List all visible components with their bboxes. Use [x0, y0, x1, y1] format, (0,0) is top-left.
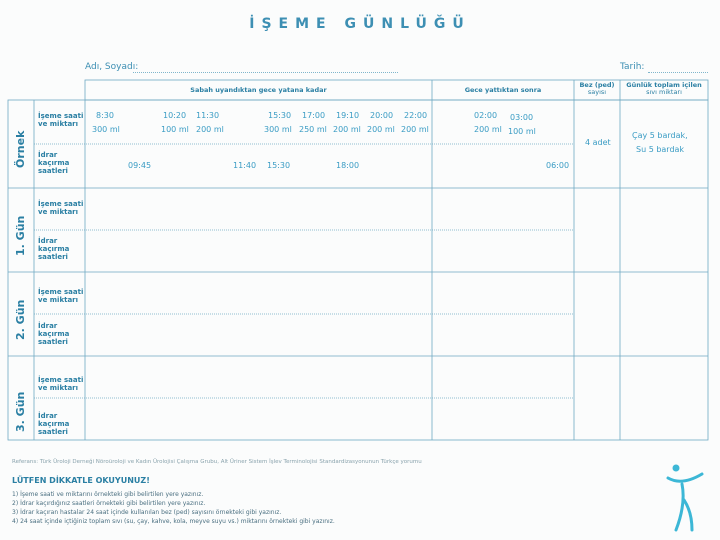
- row-label-void-line1: İşeme saati: [38, 376, 84, 384]
- row-label-leak-line1: İdrar: [38, 322, 58, 330]
- header-fluid: [620, 82, 708, 96]
- row-label-void-line1: İşeme saati: [38, 200, 84, 208]
- page-title: İŞEME GÜNLÜĞÜ: [249, 16, 471, 32]
- example-night-time: 02:00: [474, 111, 498, 120]
- header-pad-line2: sayısı: [587, 88, 607, 96]
- example-fluid-line1: Çay 5 bardak,: [632, 131, 688, 140]
- example-void-time: 11:30: [196, 111, 220, 120]
- row-label-leak: [38, 151, 69, 175]
- example-leak-time: 09:45: [128, 161, 152, 170]
- example-night-amount: 200 ml: [474, 125, 502, 134]
- note-item: 4) 24 saat içinde içtiğiniz toplam sıvı (su, çay, kahve, kola, meyve suyu vs.) miktarını örnekteki gibi yazınız.: [12, 518, 335, 525]
- example-void-amount: 200 ml: [367, 125, 395, 134]
- example-void-amount: 200 ml: [401, 125, 429, 134]
- day-label-3: 3. Gün: [14, 391, 27, 432]
- example-void-amount: 250 ml: [299, 125, 327, 134]
- row-label-leak-line2: kaçırma: [38, 159, 70, 167]
- row-label-leak-line3: saatleri: [38, 167, 68, 175]
- row-label-leak-line3: saatleri: [38, 428, 68, 436]
- note-item: 2) İdrar kaçırdığınız saatleri örnekteki gibi belirtilen yere yazınız.: [12, 500, 206, 507]
- example-night-time: 03:00: [510, 113, 534, 122]
- day-label-1: 1. Gün: [14, 215, 27, 256]
- row-label-leak-line1: İdrar: [38, 237, 58, 245]
- row-label-void: [38, 112, 83, 128]
- example-void-amount: 100 ml: [161, 125, 189, 134]
- day-label-example: Örnek: [14, 130, 27, 168]
- header-fluid-line1: Günlük toplam içilen: [626, 81, 702, 89]
- example-void-time: 10:20: [163, 111, 187, 120]
- example-night-amount: 100 ml: [508, 127, 536, 136]
- example-fluid-line2: Su 5 bardak: [636, 145, 685, 154]
- row-label-leak-line2: kaçırma: [38, 420, 70, 428]
- row-label-void: [38, 288, 83, 304]
- example-leak-time: 15:30: [267, 161, 291, 170]
- row-label-void-line2: ve miktarı: [38, 296, 79, 304]
- example-leak-time: 18:00: [336, 161, 360, 170]
- example-pad-count: 4 adet: [585, 138, 611, 147]
- row-label-leak: [38, 322, 69, 346]
- row-label-leak-line2: kaçırma: [38, 330, 70, 338]
- row-label-leak-line2: kaçırma: [38, 245, 70, 253]
- example-night-leak-time: 06:00: [546, 161, 570, 170]
- row-label-void: [38, 200, 83, 216]
- example-void-time: 22:00: [404, 111, 428, 120]
- header-fluid-line2: sıvı miktarı: [646, 88, 682, 96]
- example-void-amount: 200 ml: [196, 125, 224, 134]
- row-label-void-line2: ve miktarı: [38, 384, 79, 392]
- header-day: Sabah uyandıktan gece yatana kadar: [190, 86, 327, 94]
- date-label: Tarih:: [620, 62, 645, 72]
- example-void-time: 20:00: [370, 111, 394, 120]
- row-label-leak-line3: saatleri: [38, 338, 68, 346]
- header-night: Gece yattıktan sonra: [464, 86, 542, 94]
- example-void-amount: 200 ml: [333, 125, 361, 134]
- note-item: 1) İşeme saati ve miktarını örnekteki gibi belirtilen yere yazınız.: [12, 491, 204, 498]
- name-label: Adı, Soyadı:: [85, 62, 139, 72]
- footer-reference: Referans: Türk Üroloji Derneği Nöroüroloji ve Kadın Ürolojisi Çalışma Grubu, Alt Üriner Sistem İşlev Terminolojisi Standardizasyonunun Türkçe yorumu: [12, 459, 422, 465]
- example-void-amount: 300 ml: [264, 125, 292, 134]
- row-label-void-line1: İşeme saati: [38, 112, 84, 120]
- example-void-time: 19:10: [336, 111, 360, 120]
- row-label-void-line2: ve miktarı: [38, 120, 79, 128]
- day-label-2: 2. Gün: [14, 299, 27, 340]
- header-pad: [574, 82, 620, 96]
- example-void-time: 17:00: [302, 111, 326, 120]
- row-label-leak-line1: İdrar: [38, 412, 58, 420]
- row-label-void-line2: ve miktarı: [38, 208, 79, 216]
- row-label-leak-line3: saatleri: [38, 253, 68, 261]
- row-label-leak: [38, 412, 69, 436]
- row-label-void-line1: İşeme saati: [38, 288, 84, 296]
- example-void-time: 15:30: [268, 111, 292, 120]
- row-label-void: [38, 376, 83, 392]
- example-void-amount: 300 ml: [92, 125, 120, 134]
- example-void-time: 8:30: [96, 111, 114, 120]
- note-item: 3) İdrar kaçıran hastalar 24 saat içinde kullanılan bez (ped) sayısını örnekteki gibi yazınız.: [12, 509, 282, 516]
- example-leak-time: 11:40: [233, 161, 257, 170]
- row-label-leak: [38, 237, 69, 261]
- header-pad-line1: Bez (ped): [579, 81, 615, 89]
- row-label-leak-line1: İdrar: [38, 151, 58, 159]
- figure-logo-icon: [662, 460, 710, 536]
- notes-title: LÜTFEN DİKKATLE OKUYUNUZ!: [12, 476, 150, 485]
